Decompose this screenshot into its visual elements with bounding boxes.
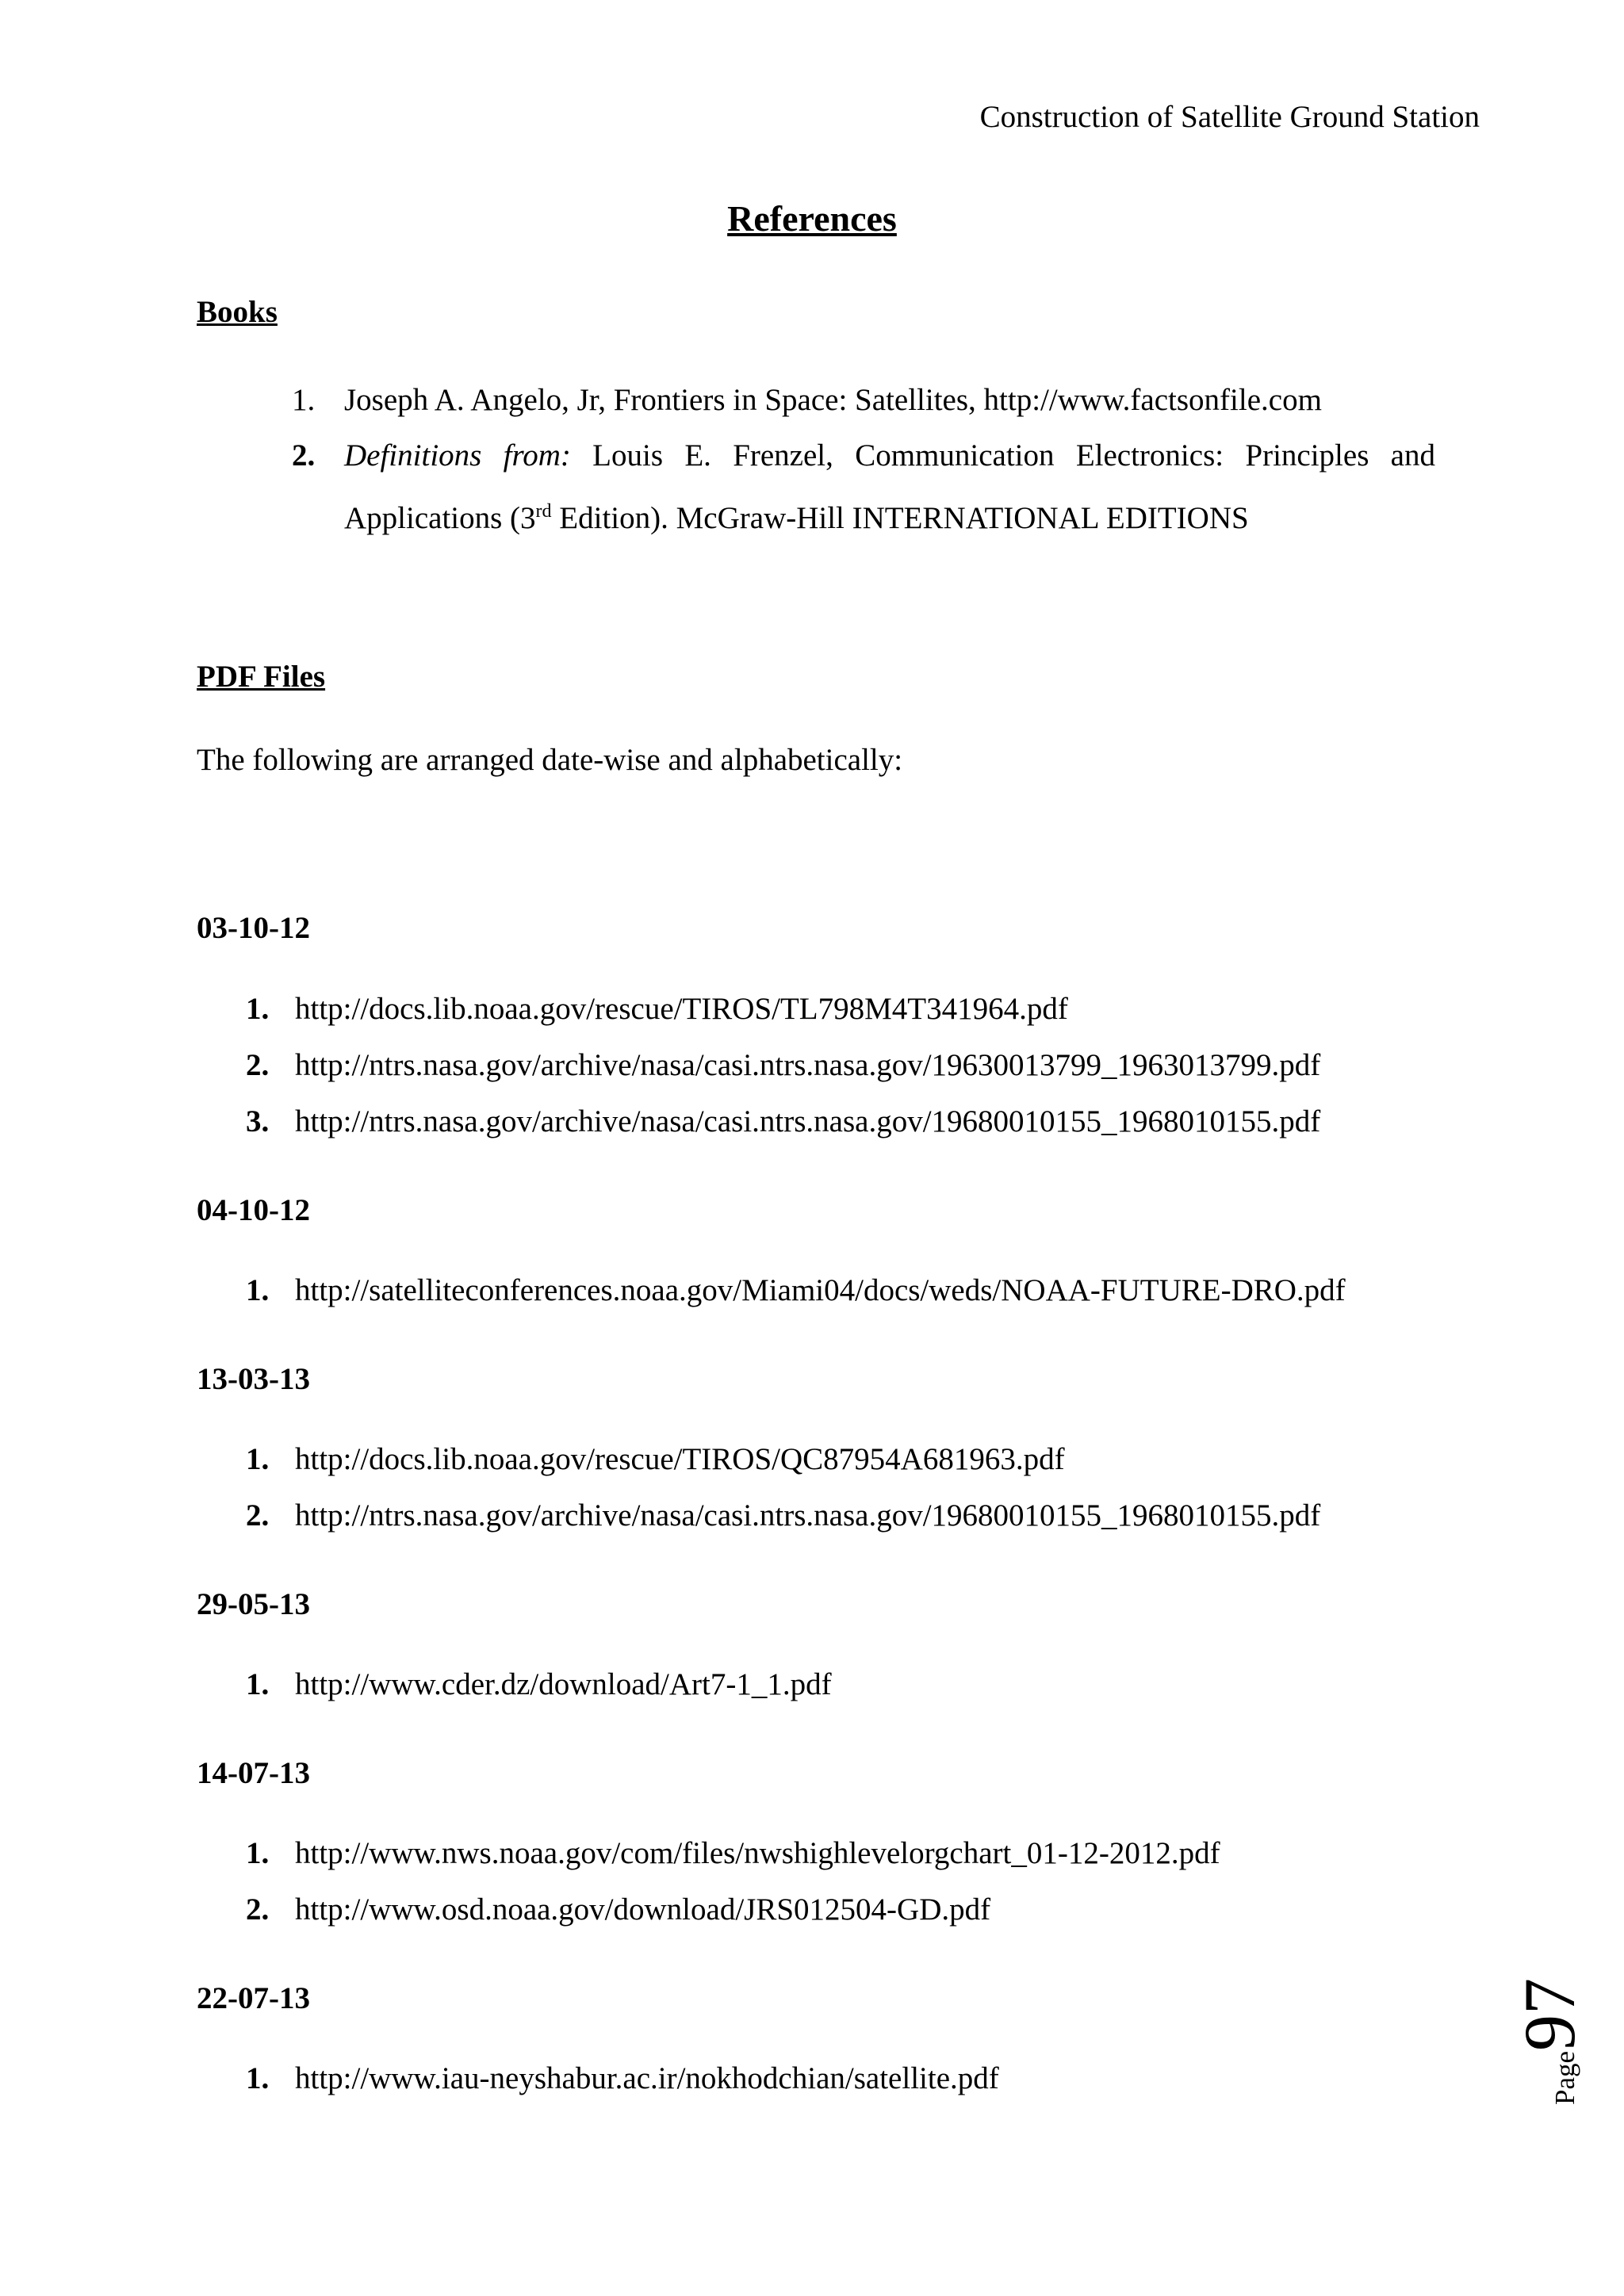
link-item (246, 1487, 1320, 1544)
date-heading-22-07-13: 22-07-13 (197, 1981, 310, 2015)
page-number (1509, 1977, 1590, 2106)
books-heading: Books (197, 295, 278, 329)
link-number: 2. (246, 1048, 270, 1082)
link-item (246, 1037, 1320, 1093)
link-number: 1. (246, 1273, 270, 1307)
link-url[interactable]: http://ntrs.nasa.gov/archive/nasa/casi.ntrs.nasa.gov/19630013799_1963013799.pdf (295, 1048, 1321, 1082)
link-item (246, 1093, 1320, 1150)
link-number: 2. (246, 1498, 270, 1533)
book-number: 2. (292, 438, 316, 473)
page-number-label: Page (1549, 2050, 1580, 2106)
books-list (292, 373, 1435, 546)
link-url[interactable]: http://docs.lib.noaa.gov/rescue/TIROS/QC87954A681963.pdf (295, 1442, 1065, 1476)
book-superscript: rd (535, 501, 552, 522)
link-url[interactable]: http://www.iau-neyshabur.ac.ir/nokhodchian/satellite.pdf (295, 2061, 999, 2095)
link-item (246, 1825, 1220, 1881)
link-list-14-07-13 (246, 1825, 1220, 1938)
book-italic-prefix: Definitions from: (344, 438, 571, 473)
pdf-files-intro: The following are arranged date-wise and alphabetically: (197, 743, 903, 777)
link-number: 2. (246, 1892, 270, 1927)
date-heading-14-07-13: 14-07-13 (197, 1756, 310, 1790)
book-text-part-a: Louis E. Frenzel, Communication Electronics: Principles and Applications (3 (344, 438, 1435, 535)
book-text: Joseph A. Angelo, Jr, Frontiers in Space: Satellites, http://www.factsonfile.com (344, 383, 1322, 417)
link-number: 1. (246, 2061, 270, 2095)
pdf-files-heading: PDF Files (197, 660, 326, 694)
page-number-value: 97 (1509, 1977, 1590, 2051)
link-url[interactable]: http://satelliteconferences.noaa.gov/Miami04/docs/weds/NOAA-FUTURE-DRO.pdf (295, 1273, 1346, 1307)
link-list-22-07-13 (246, 2050, 999, 2107)
link-url[interactable]: http://www.nws.noaa.gov/com/files/nwshighlevelorgchart_01-12-2012.pdf (295, 1836, 1220, 1870)
link-url[interactable]: http://www.cder.dz/download/Art7-1_1.pdf (295, 1667, 832, 1701)
book-item-1 (292, 373, 1435, 428)
link-url[interactable]: http://www.osd.noaa.gov/download/JRS012504-GD.pdf (295, 1892, 991, 1927)
link-number: 1. (246, 1442, 270, 1476)
link-number: 3. (246, 1104, 270, 1138)
link-url[interactable]: http://ntrs.nasa.gov/archive/nasa/casi.ntrs.nasa.gov/19680010155_1968010155.pdf (295, 1498, 1321, 1533)
date-heading-13-03-13: 13-03-13 (197, 1362, 310, 1396)
link-number: 1. (246, 992, 270, 1026)
link-url[interactable]: http://docs.lib.noaa.gov/rescue/TIROS/TL798M4T341964.pdf (295, 992, 1068, 1026)
link-url[interactable]: http://ntrs.nasa.gov/archive/nasa/casi.ntrs.nasa.gov/19680010155_1968010155.pdf (295, 1104, 1321, 1138)
link-item (246, 1431, 1320, 1487)
page-title: References (727, 198, 897, 239)
link-item (246, 1656, 832, 1712)
link-list-04-10-12 (246, 1262, 1346, 1318)
link-number: 1. (246, 1836, 270, 1870)
date-heading-03-10-12: 03-10-12 (197, 911, 310, 945)
link-item (246, 1881, 1220, 1938)
link-number: 1. (246, 1667, 270, 1701)
link-item (246, 981, 1320, 1037)
link-item (246, 2050, 999, 2107)
running-header: Construction of Satellite Ground Station (979, 100, 1480, 134)
link-list-13-03-13 (246, 1431, 1320, 1544)
book-number: 1. (292, 383, 316, 417)
date-heading-29-05-13: 29-05-13 (197, 1587, 310, 1621)
link-list-03-10-12 (246, 981, 1320, 1150)
link-item (246, 1262, 1346, 1318)
date-heading-04-10-12: 04-10-12 (197, 1193, 310, 1227)
book-item-2 (292, 428, 1435, 546)
book-text-part-b: Edition). McGraw-Hill INTERNATIONAL EDITIONS (551, 501, 1249, 535)
link-list-29-05-13 (246, 1656, 832, 1712)
